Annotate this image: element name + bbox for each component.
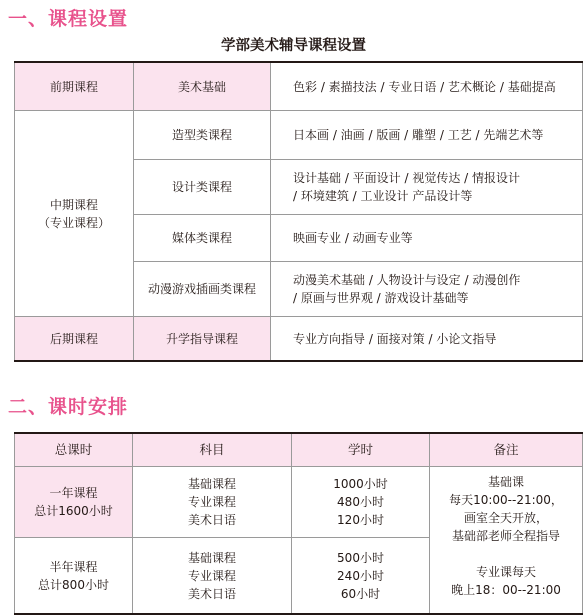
note-line: 晚上18：00--21:00 [451, 583, 561, 597]
desc-media: 映画专业 / 动画专业等 [271, 215, 583, 262]
course-total: 总计1600小时 [34, 504, 113, 518]
subject-anime-game: 动漫游戏插画类课程 [134, 262, 271, 317]
subject-art-basics: 美术基础 [134, 62, 271, 111]
schedule-table [14, 432, 583, 615]
header-total-hours: 总课时 [15, 433, 133, 467]
notes-cell [430, 467, 583, 615]
course-setup-table [14, 61, 583, 362]
hours-item: 1000小时 [333, 477, 388, 491]
header-notes: 备注 [430, 433, 583, 467]
stage-middle-line2: （专业课程） [37, 215, 110, 230]
note-line: 每天10:00--21:00， [449, 493, 563, 507]
subject-item: 基础课程 [187, 550, 236, 565]
table-caption: 学部美术辅导课程设置 [221, 38, 366, 54]
course-name: 一年课程 [49, 486, 98, 500]
note-line: 画室全天开放， [463, 511, 548, 525]
desc-anime-line2: / 原画与世界观 / 游戏设计基础等 [293, 291, 469, 305]
hours-item: 500小时 [337, 550, 384, 565]
stage-early: 前期课程 [15, 62, 134, 111]
hours-item: 240小时 [337, 568, 384, 583]
section-title-schedule: 二、课时安排 [8, 396, 129, 418]
subject-item: 专业课程 [187, 568, 236, 583]
desc-anime-game [271, 262, 583, 317]
hours-half-year [292, 538, 430, 615]
hours-one-year [292, 467, 430, 538]
subject-item: 美术日语 [187, 513, 236, 527]
desc-fine-art: 日本画 / 油画 / 版画 / 雕塑 / 工艺 / 先端艺术等 [271, 111, 583, 160]
desc-art-basics: 色彩 / 素描技法 / 专业日语 / 艺术概论 / 基础提高 [271, 62, 583, 111]
section-title-course-setup: 一、课程设置 [8, 8, 129, 30]
note-line: 基础课 [487, 475, 524, 489]
subject-item: 专业课程 [187, 495, 236, 509]
subject-fine-art: 造型类课程 [134, 111, 271, 160]
desc-anime-line1: 动漫美术基础 / 人物设计与设定 / 动漫创作 [293, 273, 521, 287]
hours-item: 480小时 [337, 495, 384, 509]
header-hours: 学时 [292, 433, 430, 467]
subject-item: 美术日语 [187, 586, 236, 601]
subject-admission: 升学指导课程 [134, 317, 271, 362]
desc-admission: 专业方向指导 / 面接对策 / 小论文指导 [271, 317, 583, 362]
desc-design-line2: / 环境建筑 / 工业设计 产品设计等 [293, 189, 473, 203]
course-one-year [15, 467, 133, 538]
note-line: 基础部老师全程指导 [451, 529, 560, 543]
stage-late: 后期课程 [15, 317, 134, 362]
course-name: 半年课程 [49, 559, 98, 574]
course-half-year [15, 538, 133, 615]
header-subject: 科目 [133, 433, 292, 467]
subject-media: 媒体类课程 [134, 215, 271, 262]
stage-middle-line1: 中期课程 [49, 197, 98, 212]
desc-design [271, 160, 583, 215]
course-total: 总计800小时 [38, 577, 109, 592]
desc-design-line1: 设计基础 / 平面设计 / 视觉传达 / 情报设计 [293, 171, 521, 185]
stage-middle [15, 111, 134, 317]
hours-item: 60小时 [340, 586, 381, 601]
subject-design: 设计类课程 [134, 160, 271, 215]
subject-item: 基础课程 [187, 477, 236, 491]
hours-item: 120小时 [337, 513, 384, 527]
subjects-one-year [133, 467, 292, 538]
subjects-half-year [133, 538, 292, 615]
note-line: 专业课每天 [475, 565, 536, 579]
